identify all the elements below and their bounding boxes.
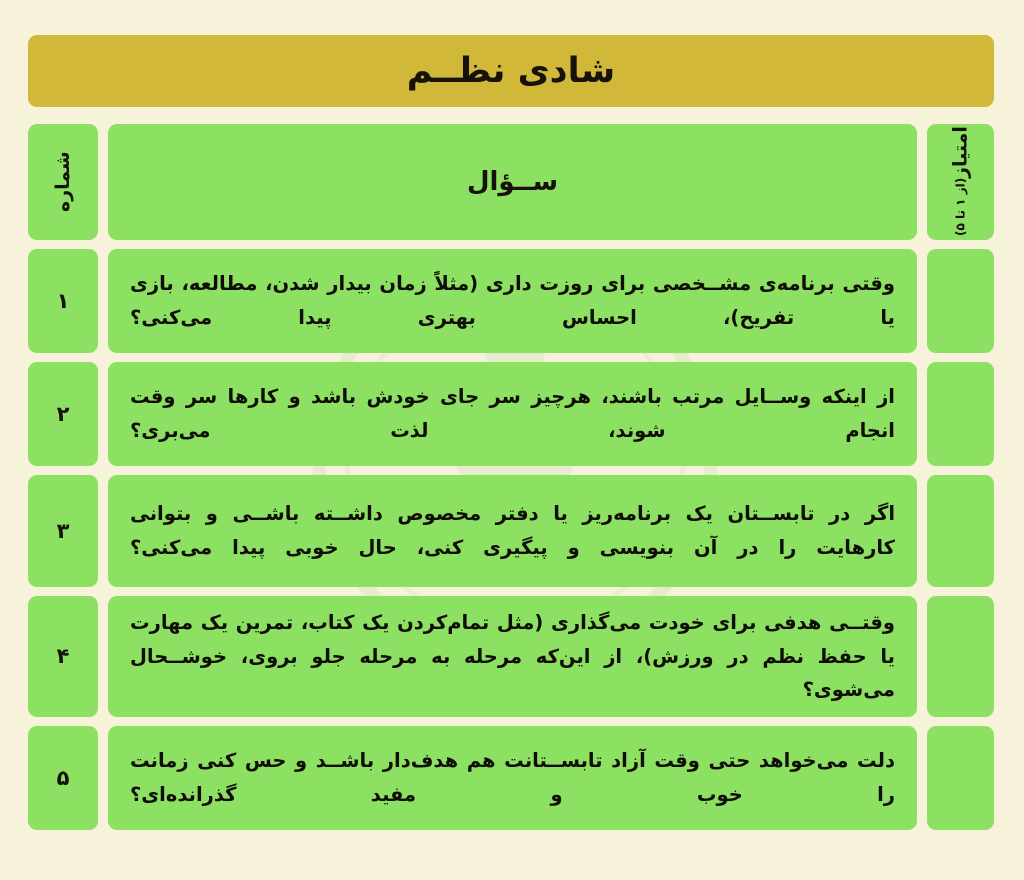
score-input-cell[interactable]: [927, 362, 994, 466]
column-header-score-label: امتیاز: [949, 125, 972, 178]
score-input-cell[interactable]: [927, 596, 994, 717]
column-header-score: [927, 124, 994, 240]
table-header-row: [28, 124, 994, 240]
score-value[interactable]: [927, 596, 994, 717]
row-number: ۵: [56, 765, 70, 790]
score-value[interactable]: [927, 362, 994, 466]
question-cell: [108, 475, 917, 587]
score-input-cell[interactable]: [927, 475, 994, 587]
row-number: ۳: [56, 519, 70, 543]
page-title: شادی نظــم: [406, 51, 616, 91]
page-title-bar: [28, 35, 994, 107]
row-number: ۲: [56, 402, 70, 426]
question-text: وقتــی هدفی برای خودت می‌گذاری (مثل تمام‌کردن یک کتاب، تمرین یک مهارت یا حفظ نظم در ورزش)، از این‌که مرحله به مرحله جلو بروی، خوشــحال می‌شوی؟: [130, 611, 895, 702]
question-text: دلت می‌خواهد حتی وقت آزاد تابســتانت هم هدف‌دار باشــد و حس کنی زمانت را خوب و مفید گذرانده‌ای؟: [130, 749, 895, 806]
question-text: اگر در تابســتان یک برنامه‌ریز یا دفتر مخصوص داشــته باشــی و بتوانی کارهایت را در آن بنویسی و پیگیری کنی، حال خوبی پیدا می‌کنی؟: [130, 502, 895, 559]
question-text: وقتی برنامه‌ی مشــخصی برای روزت داری (مثلاً زمان بیدار شدن، مطالعه، بازی یا تفریح)، احساس بهتری پیدا می‌کنی؟: [130, 272, 895, 329]
table-row: [28, 726, 994, 830]
column-header-question: [108, 124, 917, 240]
score-value[interactable]: [927, 475, 994, 587]
question-cell: [108, 362, 917, 466]
score-input-cell[interactable]: [927, 726, 994, 830]
row-number: ۴: [56, 644, 70, 669]
column-header-score-rotated: [927, 124, 994, 240]
question-cell: [108, 596, 917, 717]
question-cell: [108, 249, 917, 353]
score-input-cell[interactable]: [927, 249, 994, 353]
question-text: از اینکه وســایل مرتب باشند، هرچیز سر جای خودش باشد و کارها سر وقت انجام شوند، لذت می‌بری؟: [130, 385, 895, 442]
column-header-number: [28, 124, 98, 240]
question-cell: [108, 726, 917, 830]
table-row: [28, 475, 994, 587]
column-header-number-label: شماره: [52, 151, 74, 213]
column-header-question-label: ســؤال: [466, 167, 559, 197]
row-number-cell: [28, 249, 98, 353]
row-number-cell: [28, 596, 98, 717]
table-row: [28, 249, 994, 353]
score-value[interactable]: [927, 726, 994, 830]
questionnaire-table: [28, 124, 994, 830]
column-header-number-rotated: [28, 124, 98, 240]
row-number-cell: [28, 475, 98, 587]
row-number: ۱: [56, 289, 70, 313]
table-row: [28, 596, 994, 717]
column-header-score-range: (از ۱ تا ۵): [953, 177, 968, 237]
score-value[interactable]: [927, 249, 994, 353]
table-row: [28, 362, 994, 466]
row-number-cell: [28, 362, 98, 466]
row-number-cell: [28, 726, 98, 830]
